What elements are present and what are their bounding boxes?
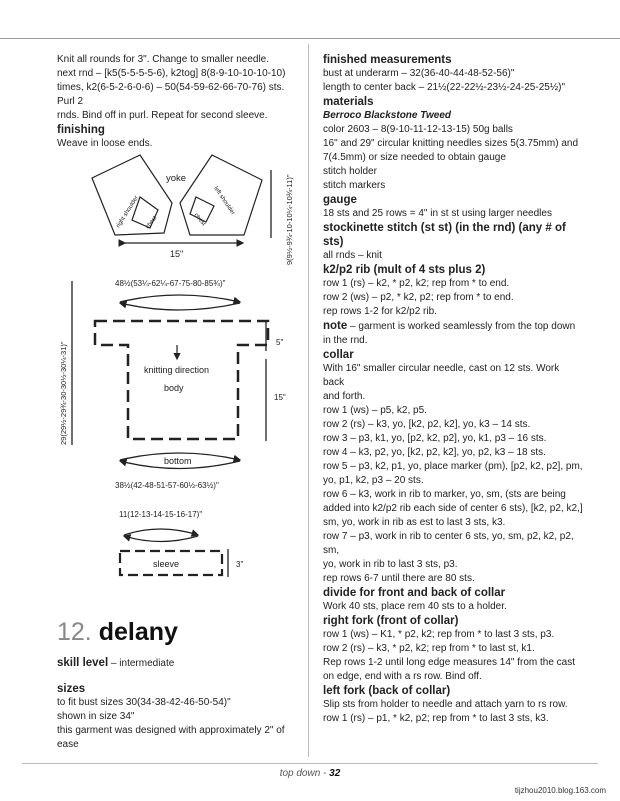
- materials-line: stitch markers: [323, 180, 386, 191]
- right-fork-line: Rep rows 1-2 until long edge measures 14" from the cast: [323, 657, 576, 668]
- collar-line: yo, work in rib to last 3 sts, p3.: [323, 559, 458, 570]
- materials-line: 7(4.5mm) or size needed to obtain gauge: [323, 152, 506, 163]
- intro-line: times, k2(6-5-2-6-0-6) – 50(54-59-62-66-70-76) sts. Purl 2: [57, 82, 285, 107]
- schematic-diagram: [0, 145, 310, 585]
- page-footer: [0, 768, 620, 779]
- top-rule: [0, 38, 620, 39]
- gauge-heading: gauge: [323, 194, 357, 206]
- pattern-name: delany: [98, 618, 178, 646]
- intro-line: next rnd – [k5(5-5-5-5-6), k2tog] 8(8-9-10-10-10-10): [57, 68, 286, 79]
- footer-section: top down -: [279, 768, 330, 779]
- rib-line: row 2 (ws) – p2, * k2, p2; rep from * to end.: [323, 292, 514, 303]
- body-length-label: 15": [274, 393, 286, 402]
- yoke-width-label: 15": [170, 249, 184, 259]
- divide-text: Work 40 sts, place rem 40 sts to a holder.: [323, 601, 507, 612]
- left-shoulder-label: left shoulder: [212, 185, 236, 217]
- rib-line: row 1 (rs) – k2, * p2, k2; rep from * to end.: [323, 278, 510, 289]
- right-fork-line: row 1 (ws) – K1, * p2, k2; rep from * to last 3 sts, p3.: [323, 629, 555, 640]
- divide-heading: divide for front and back of collar: [323, 587, 506, 599]
- finished-line: bust at underarm – 32(36-40-44-48-52-56)": [323, 68, 515, 79]
- note-text: – garment is worked seamlessly from the top down: [347, 321, 576, 332]
- body-label: body: [164, 383, 184, 393]
- right-shoulder-label: right shoulder: [115, 195, 140, 230]
- chest-label: chest: [192, 212, 207, 228]
- finished-heading: finished measurements: [323, 54, 452, 66]
- left-fork-line: Slip sts from holder to needle and attach yarn to rs row.: [323, 699, 568, 710]
- watermark: tijzhou2010.blog.163.com: [514, 786, 606, 795]
- skill-line: [57, 656, 307, 671]
- collar-line: With 16" smaller circular needle, cast on 12 sts. Work back: [323, 363, 560, 388]
- yoke-label: yoke: [166, 173, 187, 184]
- intro-line: rnds. Bind off in purl. Repeat for second sleeve.: [57, 110, 268, 121]
- note-line: [323, 319, 583, 334]
- left-fork-heading: left fork (back of collar): [323, 685, 451, 697]
- stockinette-text: all rnds – knit: [323, 250, 382, 261]
- note-text: in the rnd.: [323, 335, 368, 346]
- sleeve-length-label: 3": [236, 560, 244, 569]
- upper-width-arrow: [120, 295, 240, 302]
- rib-line: rep rows 1-2 for k2/p2 rib.: [323, 306, 437, 317]
- collar-line: row 2 (rs) – k3, yo, [k2, p2, k2], yo, k3 – 14 sts.: [323, 419, 531, 430]
- skill-label: skill level: [57, 657, 109, 669]
- sizes-line: this garment was designed with approximately 2" of ease: [57, 725, 285, 750]
- collar-line: row 4 – k3, p2, yo, [k2, p2, k2], yo, p2, k3 – 18 sts.: [323, 447, 546, 458]
- materials-line: stitch holder: [323, 166, 377, 177]
- materials-heading: materials: [323, 96, 374, 108]
- sizes-line: shown in size 34": [57, 711, 135, 722]
- right-fork-heading: right fork (front of collar): [323, 615, 459, 627]
- sleeve-width-arrow: [124, 529, 198, 535]
- stockinette-heading: stockinette stitch (st st) (in the rnd) (any # of sts): [323, 222, 566, 248]
- note-label: note: [323, 320, 348, 332]
- upper-width-label: 48½(53¼-62¼-67-75-80-85¾)": [115, 279, 226, 288]
- materials-line: color 2603 – 8(9-10-11-12-13-15) 50g balls: [323, 124, 513, 135]
- materials-line: 16" and 29" circular knitting needles sizes 5(3.75mm) and: [323, 138, 579, 149]
- page-number: 32: [329, 768, 341, 779]
- collar-line: sm, yo, work in rib as est to last 3 sts, k3.: [323, 517, 506, 528]
- sizes-line: to fit bust sizes 30(34-38-42-46-50-54)": [57, 697, 231, 708]
- sleeve-label: sleeve: [153, 559, 180, 569]
- intro-line: Knit all rounds for 3". Change to smaller needle.: [57, 54, 270, 65]
- finished-line: length to center back – 21½(22-22½-23½-24-25-25½)": [323, 82, 566, 93]
- collar-line: rep rows 6-7 until there are 80 sts.: [323, 573, 475, 584]
- body-outline: [95, 321, 268, 439]
- sleeve-width-label: 11(12-13-14-15-16-17)": [119, 510, 203, 519]
- pattern-title: [57, 617, 178, 647]
- yarn-name: Berroco Blackstone Tweed: [323, 110, 452, 121]
- bottom-width-label: 38½(42-48-51-57-60½-63½)": [115, 481, 219, 490]
- bottom-label: bottom: [164, 456, 192, 466]
- collar-line: row 3 – p3, k1, yo, [p2, k2, p2], yo, k1, p3 – 16 sts.: [323, 433, 547, 444]
- collar-line: row 6 – k3, work in rib to marker, yo, sm, (sts are being: [323, 489, 566, 500]
- collar-line: added into k2/p2 rib each side of center 6 sts), [k2, p2, k2,]: [323, 503, 583, 514]
- right-column: [323, 53, 583, 726]
- length-label: 29(29½-29¾-30-30½-30¼-31)": [59, 341, 68, 445]
- finishing-heading: finishing: [57, 124, 105, 136]
- right-fork-line: on edge, end with a rs row. Bind off.: [323, 671, 482, 682]
- rib-heading: k2/p2 rib (mult of 4 sts plus 2): [323, 264, 486, 276]
- left-column: [57, 53, 297, 151]
- skill-sep: –: [110, 658, 120, 669]
- yoke-depth-label: 9(9½-9¾-10-10¼-10¾-11)": [285, 174, 294, 265]
- skill-value: intermediate: [119, 658, 175, 669]
- collar-line: and forth.: [323, 391, 366, 402]
- bottom-rule: [22, 763, 598, 764]
- pattern-number: 12.: [57, 618, 92, 646]
- gauge-text: 18 sts and 25 rows = 4" in st st using larger needles: [323, 208, 552, 219]
- chest-label: chest: [144, 215, 159, 231]
- underarm-label: 5": [276, 338, 284, 347]
- collar-line: row 7 – p3, work in rib to center 6 sts, yo, sm, p2, k2, p2, sm,: [323, 531, 574, 556]
- left-fork-line: row 1 (rs) – p1, * k2, p2; rep from * to last 3 sts, k3.: [323, 713, 549, 724]
- collar-line: yo, p1, k2, p3 – 20 sts.: [323, 475, 424, 486]
- finishing-text: Weave in loose ends.: [57, 138, 153, 149]
- sizes-heading: sizes: [57, 683, 86, 695]
- collar-line: row 1 (ws) – p5, k2, p5.: [323, 405, 427, 416]
- right-fork-line: row 2 (rs) – k3, * p2, k2; rep from * to last st, k1.: [323, 643, 535, 654]
- knitting-direction-label: knitting direction: [144, 365, 210, 375]
- skill-and-sizes: [57, 656, 307, 752]
- collar-line: row 5 – p3, k2, p1, yo, place marker (pm), [p2, k2, p2], pm,: [323, 461, 583, 472]
- collar-heading: collar: [323, 349, 354, 361]
